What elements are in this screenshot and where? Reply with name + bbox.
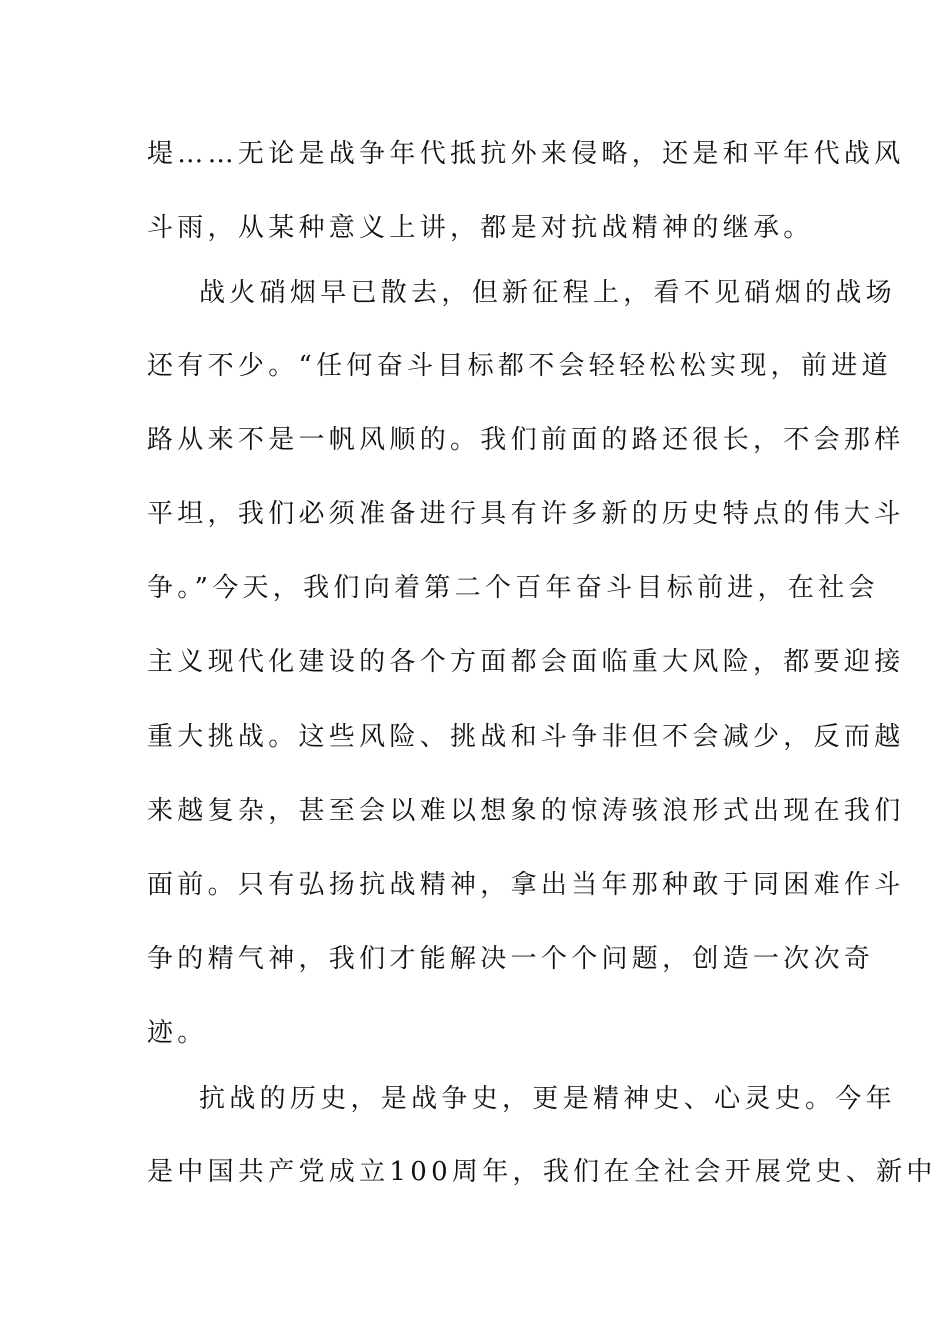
text-line-15: 是中国共产党成立100周年，我们在全社会开展党史、新中 (147, 1157, 937, 1187)
paragraph-start-line: 战火硝烟早已散去，但新征程上，看不见硝烟的战场 (199, 278, 896, 308)
text-line-7: 争。”今天，我们向着第二个百年奋斗目标前进，在社会 (147, 573, 879, 603)
text-line-8: 主义现代化建设的各个方面都会面临重大风险，都要迎接 (147, 647, 905, 677)
paragraph-start-line: 抗战的历史，是战争史，更是精神史、心灵史。今年 (199, 1084, 896, 1114)
text-line-4: 还有不少。“任何奋斗目标都不会轻轻松松实现，前进道 (147, 351, 892, 381)
text-line-5: 路从来不是一帆风顺的。我们前面的路还很长，不会那样 (147, 425, 905, 455)
text-line-9: 重大挑战。这些风险、挑战和斗争非但不会减少，反而越 (147, 722, 905, 752)
text-line-12: 争的精气神，我们才能解决一个个问题，创造一次次奇 (147, 944, 875, 974)
text-line-10: 来越复杂，甚至会以难以想象的惊涛骇浪形式出现在我们 (147, 796, 905, 826)
text-line-11: 面前。只有弘扬抗战精神，拿出当年那种敢于同困难作斗 (147, 870, 905, 900)
text-line-13: 迹。 (147, 1018, 208, 1048)
text-line-2: 斗雨，从某种意义上讲，都是对抗战精神的继承。 (147, 213, 814, 243)
text-line-1: 堤……无论是战争年代抵抗外来侵略，还是和平年代战风 (147, 139, 905, 169)
text-line-6: 平坦，我们必须准备进行具有许多新的历史特点的伟大斗 (147, 499, 905, 529)
